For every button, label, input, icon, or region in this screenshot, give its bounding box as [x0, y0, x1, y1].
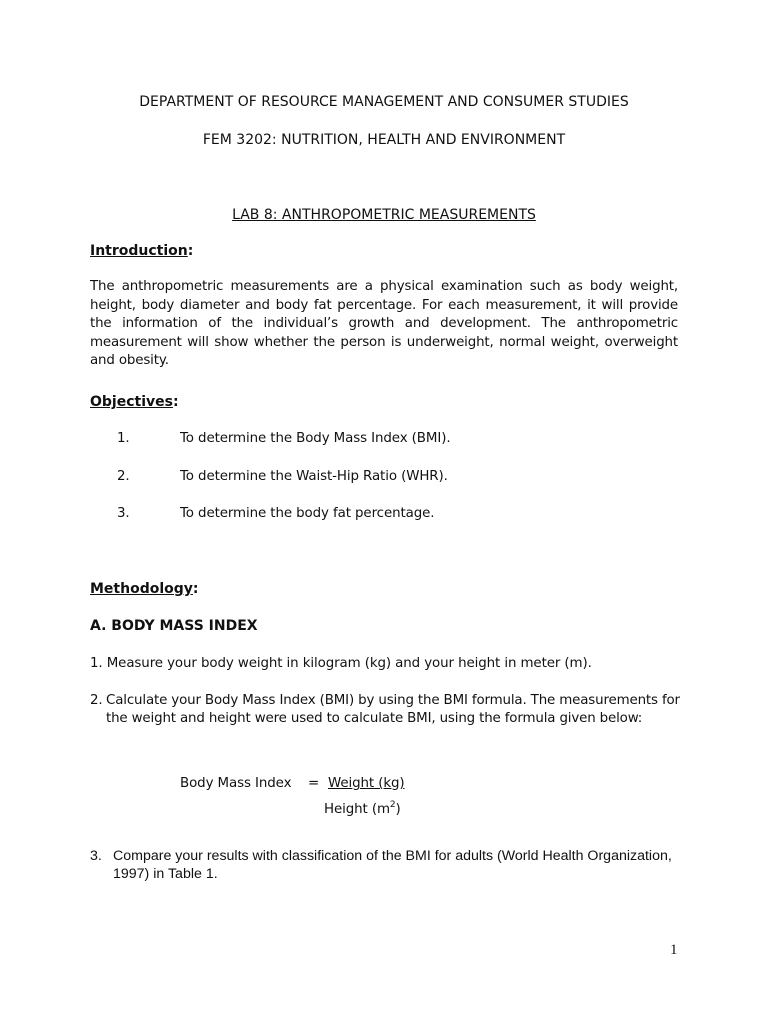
formula-denominator-suffix: ) [395, 802, 401, 817]
methodology-heading-text: Methodology [90, 581, 193, 597]
introduction-paragraph: The anthropometric measurements are a physical examination such as body weight, height, body diameter and body fat percentage. For each measurement, it will provide the information of the individual’s growth and development. The anthropometric measurement will show whether the person is underweight, normal weight, overweight and obesity. [90, 279, 678, 369]
objectives-heading [90, 393, 179, 411]
formula-equals: = [308, 776, 320, 791]
lab-title: LAB 8: ANTHROPOMETRIC MEASUREMENTS [232, 207, 536, 223]
objectives-heading-colon: : [172, 394, 179, 410]
formula-numerator: Weight (kg) [328, 776, 405, 791]
methodology-heading-colon: : [192, 581, 199, 597]
method-step-2-number: 2. [90, 693, 103, 708]
formula-denominator-prefix: Height (m [324, 802, 390, 817]
objective-text: To determine the Waist-Hip Ratio (WHR). [180, 469, 448, 484]
method-step-2-text: Calculate your Body Mass Index (BMI) by using the BMI formula. The measurements for the weight and height were used to calculate BMI, using the formula given below: [106, 693, 680, 727]
methodology-heading [90, 580, 199, 598]
objectives-heading-text: Objectives [90, 394, 173, 410]
course-title: FEM 3202: NUTRITION, HEALTH AND ENVIRONMENT [202, 132, 566, 148]
method-step-3-number: 3. [90, 848, 102, 864]
introduction-heading-colon: : [187, 243, 194, 259]
introduction-heading-text: Introduction [90, 243, 188, 259]
section-a-heading: A. BODY MASS INDEX [90, 618, 258, 634]
formula-exponent: 2 [389, 799, 396, 810]
objective-number: 3. [117, 506, 130, 521]
method-step-1: 1. Measure your body weight in kilogram (kg) and your height in meter (m). [90, 656, 592, 671]
objective-number: 1. [117, 431, 130, 446]
objective-number: 2. [117, 469, 130, 484]
introduction-heading [90, 242, 193, 260]
objective-text: To determine the Body Mass Index (BMI). [180, 431, 451, 446]
method-step-3-text: Compare your results with classification of the BMI for adults (World Health Organization, 1997) in Table 1. [113, 848, 672, 882]
department-title: DEPARTMENT OF RESOURCE MANAGEMENT AND CONSUMER STUDIES [139, 94, 629, 110]
objective-text: To determine the body fat percentage. [180, 506, 435, 521]
formula-denominator [324, 801, 401, 819]
page-number: 1 [670, 942, 678, 958]
formula-label: Body Mass Index [180, 776, 292, 791]
